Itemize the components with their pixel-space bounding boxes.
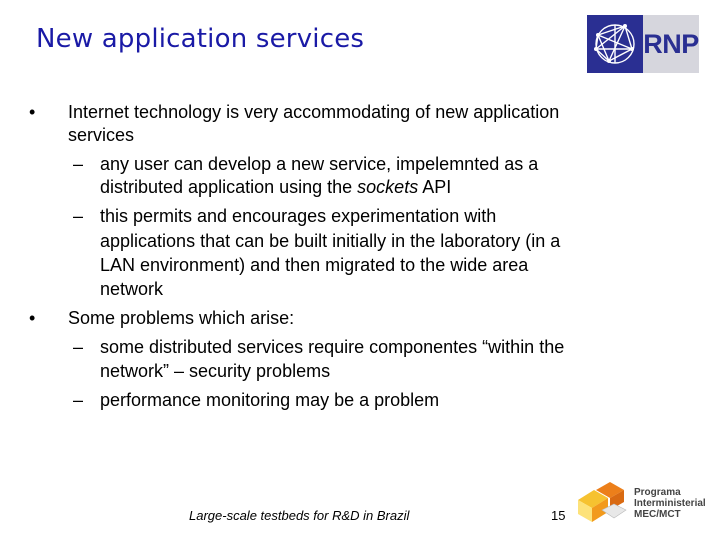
dash-marker: – bbox=[73, 206, 84, 226]
program-line-1: Programa bbox=[634, 487, 681, 498]
sub-1-2-line-4: network bbox=[100, 279, 164, 299]
program-cube-icon bbox=[572, 478, 634, 530]
sockets-emphasis: sockets bbox=[357, 177, 419, 197]
sub-1-2-line-1: this permits and encourages experimentation with bbox=[100, 206, 497, 226]
bullet-marker: • bbox=[29, 102, 36, 122]
program-line-3: MEC/MCT bbox=[634, 509, 681, 520]
sub-1-1-line-2 bbox=[100, 176, 451, 198]
sub-2-2-line-1: performance monitoring may be a problem bbox=[100, 390, 440, 410]
bullet-1-line-2: services bbox=[68, 125, 135, 145]
dash-marker: – bbox=[73, 154, 84, 174]
slide-title: New application services bbox=[36, 24, 365, 54]
bullet-marker: • bbox=[29, 308, 36, 328]
program-line-2: Interministerial bbox=[634, 498, 706, 509]
sub-1-1-line-1: any user can develop a new service, impelemnted as a bbox=[100, 154, 539, 174]
rnp-logo-text: RNP bbox=[643, 28, 699, 59]
sub-1-2-line-2: applications that can be built initially in the laboratory (in a bbox=[100, 231, 561, 251]
dash-marker: – bbox=[73, 337, 84, 357]
bullet-1-line-1: Internet technology is very accommodating of new application bbox=[68, 102, 560, 122]
sub-2-1-line-2: network” – security problems bbox=[100, 361, 331, 381]
sub-2-1-line-1: some distributed services require componentes “within the bbox=[100, 337, 565, 357]
sub-1-1-line-2-a: distributed application using the bbox=[100, 177, 358, 197]
bullet-2-line-1: Some problems which arise: bbox=[68, 308, 295, 328]
page-number: 15 bbox=[551, 508, 566, 523]
sub-1-2-line-3: LAN environment) and then migrated to the wide area bbox=[100, 255, 529, 275]
program-logo-text bbox=[634, 487, 706, 520]
sub-1-1-line-2-c: API bbox=[418, 177, 452, 197]
footer-caption: Large-scale testbeds for R&D in Brazil bbox=[189, 508, 410, 523]
dash-marker: – bbox=[73, 390, 84, 410]
